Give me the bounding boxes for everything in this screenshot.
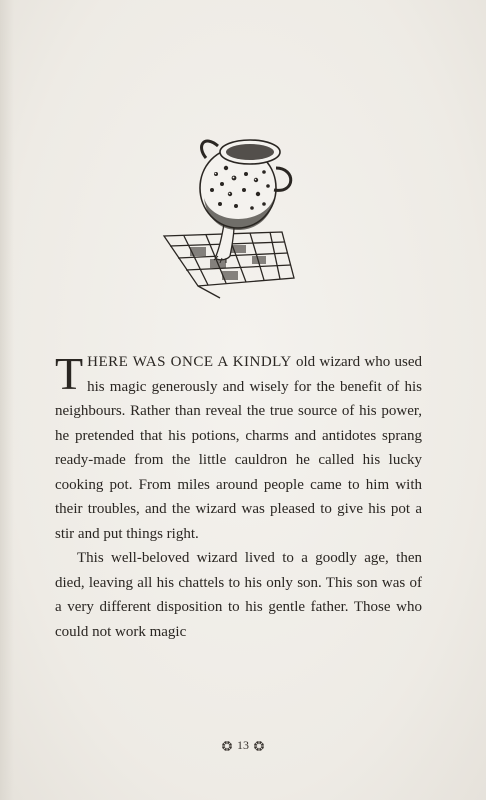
story-text <box>55 350 422 644</box>
paragraph-1 <box>55 350 422 546</box>
drop-cap: T <box>55 348 84 399</box>
page-number: 13 <box>237 738 249 752</box>
rosette-ornament-icon <box>221 740 233 752</box>
paragraph-2: This well-beloved wizard lived to a goodly age, then died, leaving all his chattels to his only son. This son was of a very different disposition to his gentle father. Those who could not work magic <box>55 550 422 640</box>
rosette-ornament-icon <box>253 740 265 752</box>
cauldron-on-tiles-icon <box>160 128 300 300</box>
page-footer <box>0 738 486 753</box>
lead-in: HERE WAS ONCE A KINDLY <box>87 354 292 370</box>
paragraph-1-body: old wizard who used his magic generously and wisely for the benefit of his neighbours. Rather than reveal the true source of his power, he pretended that his potions, charms and antidotes sprang ready-made from the little cauldron he called his lucky cooking pot. From miles around people came to him with their troubles, and the wizard was pleased to give his pot a stir and put things right. <box>55 354 423 542</box>
